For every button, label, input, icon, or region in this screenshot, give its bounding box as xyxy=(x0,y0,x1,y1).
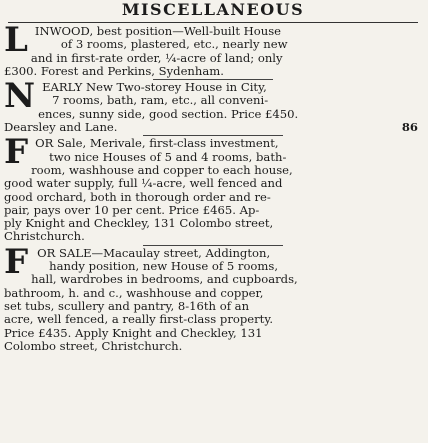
ad-4-dropcap: F xyxy=(4,241,29,282)
ad-1-line-3: and in first-rate order, ¼-acre of land; only xyxy=(30,51,283,65)
classified-ad-4 xyxy=(4,241,422,353)
ad-separator-1 xyxy=(153,79,273,80)
ad-4-line-2: handy position, new House of 5 rooms, xyxy=(49,260,279,274)
ad-1-dropcap: L xyxy=(4,20,28,60)
ad-4-line-8: Colombo street, Christchurch. xyxy=(4,339,183,353)
ad-separator-2 xyxy=(143,135,283,136)
ad-3-line-6: pair, pays over 10 per cent. Price £465. Ap- xyxy=(4,203,260,217)
ad-3-dropcap: F xyxy=(4,132,29,173)
heading-rule xyxy=(8,22,418,23)
ad-3-line-8: Christchurch. xyxy=(4,230,85,244)
ad-3-line-4: good water supply, full ¼-acre, well fenced and xyxy=(4,177,283,191)
ad-2-line-1: EARLY New Two-storey House in City, xyxy=(42,81,267,95)
ad-3-line-5: good orchard, both in thorough order and re- xyxy=(4,190,271,204)
section-heading: MISCELLANEOUS xyxy=(121,0,305,19)
ad-3-line-3: room, washhouse and copper to each house, xyxy=(31,163,293,177)
ad-4-line-1: OR SALE—Macaulay street, Addington, xyxy=(37,246,271,260)
ad-4-line-7: Price £435. Apply Knight and Checkley, 131 xyxy=(4,326,263,340)
ad-1-line-1: INWOOD, best position—Well-built House xyxy=(34,25,282,38)
ad-2-dropcap: N xyxy=(4,76,36,117)
ad-4-line-3: hall, wardrobes in bedrooms, and cupboards, xyxy=(31,273,298,287)
ad-separator-3 xyxy=(143,245,283,246)
ad-2-line-3: ences, sunny side, good section. Price £450. xyxy=(38,107,299,121)
ad-2-number: 86 xyxy=(401,121,418,135)
classified-ad-1 xyxy=(4,20,422,78)
ad-4-line-5: set tubs, scullery and pantry, 8-16th of an xyxy=(4,299,250,313)
ad-2-line-4-text: Dearsley and Lane. xyxy=(4,121,118,135)
classified-ad-3 xyxy=(4,132,422,244)
ad-3-line-1: OR Sale, Merivale, first-class investment, xyxy=(35,137,279,151)
ad-2-line-4 xyxy=(4,121,422,134)
ad-1-line-4: £300. Forest and Perkins, Sydenham. xyxy=(4,64,224,78)
classified-ad-2 xyxy=(4,76,422,135)
ad-1-line-2: of 3 rooms, plastered, etc., nearly new xyxy=(60,38,288,52)
ad-3-line-2: two nice Houses of 5 and 4 rooms, bath- xyxy=(49,150,287,164)
ad-4-line-4: bathroom, h. and c., washhouse and copper, xyxy=(4,286,264,300)
ad-4-line-6: acre, well fenced, a really first-class property. xyxy=(4,313,274,327)
ad-2-line-2: 7 rooms, bath, ram, etc., all conveni- xyxy=(52,94,269,108)
ad-3-line-7: ply Knight and Checkley, 131 Colombo street, xyxy=(4,217,274,231)
